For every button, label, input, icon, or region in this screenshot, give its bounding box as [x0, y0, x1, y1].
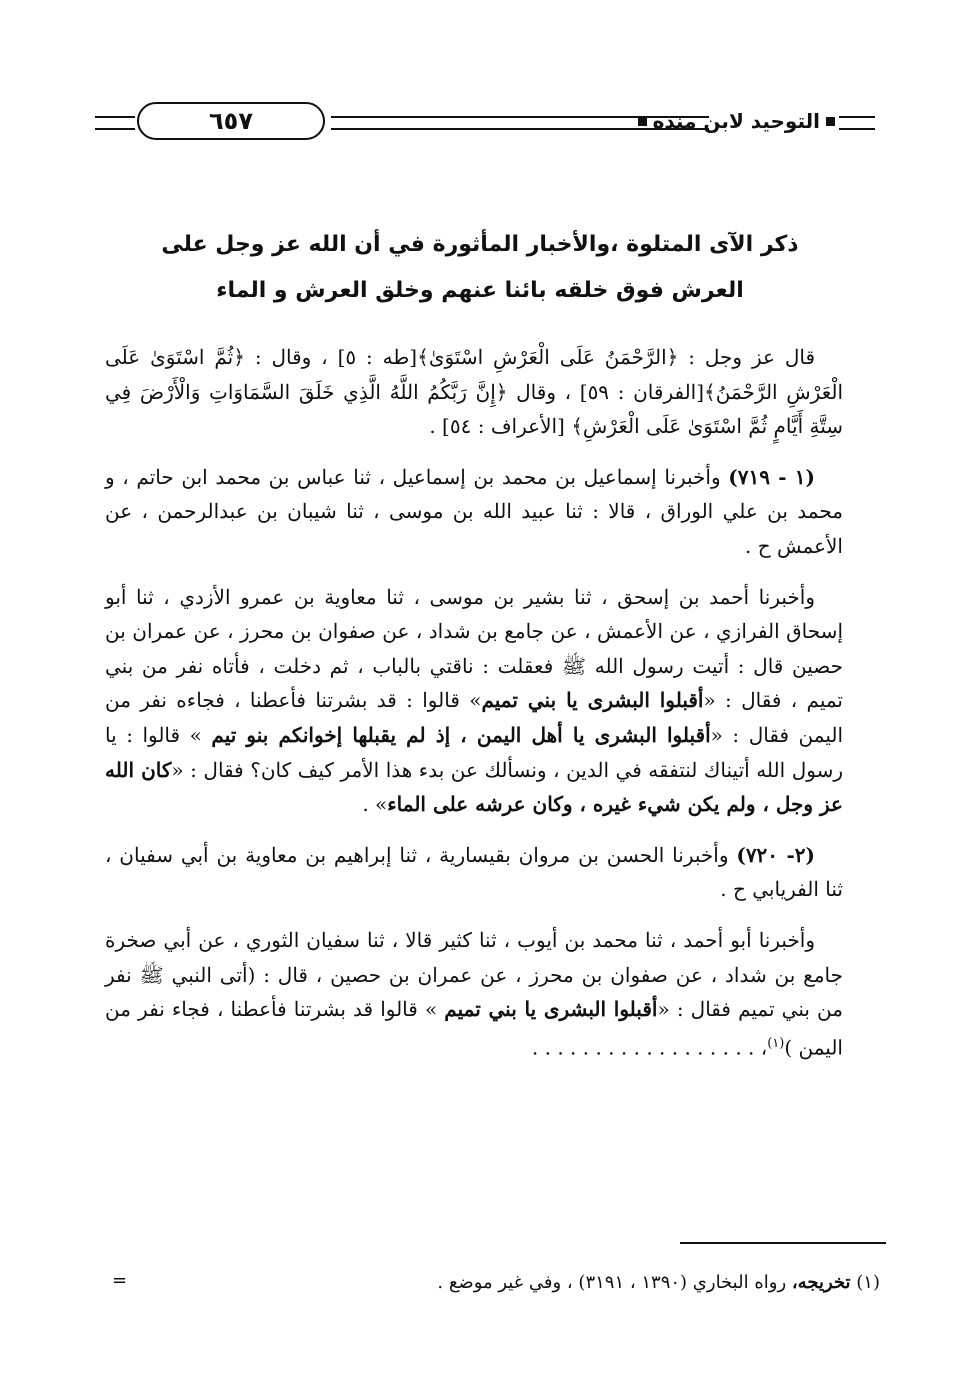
chapter-title: [150, 222, 810, 314]
footnote-text: رواه البخاري (١٣٩٠ ، ٣١٩١) ، وفي غير موضع .: [437, 1272, 787, 1293]
continuation-mark: =: [112, 1270, 128, 1291]
page-number: ٦٥٧: [137, 102, 325, 140]
hadith-number-720: (٢- ٧٢٠): [736, 842, 816, 867]
chain-text: » .: [362, 792, 388, 817]
hadith-719-text: وأخبرنا إسماعيل بن محمد بن إسماعيل ، ثنا عباس بن محمد ابن حاتم ، و محمد بن علي الوراق ، قالا : ثنا عبيد الله بن موسى ، ثنا شيبان بن عبدالرحمن ، عن الأعمش ح .: [105, 464, 843, 558]
hadith-quote-bold: أقبلوا البشرى يا بني تميم: [444, 997, 658, 1022]
footnote-label: تخريجه،: [791, 1272, 851, 1293]
footnote: [160, 1268, 880, 1298]
chain-text: » قالوا : قد بشرتنا فأعطنا ، فجاءه نفر من اليمن فقال : «: [105, 688, 844, 747]
paragraph-hadith-719: [105, 460, 843, 564]
page-header: [95, 100, 875, 144]
hadith-number-719: (١ - ٧١٩): [728, 464, 815, 489]
hadith-quote-bold: أقبلوا البشرى يا بني تميم: [481, 688, 704, 713]
hadith-quote-bold: كان الله عز وجل ، ولم يكن شيء غيره ، وكان عرشه على الماء: [105, 757, 843, 817]
hadith-720-text: وأخبرنا الحسن بن مروان بقيسارية ، ثنا إبراهيم بن معاوية بن أبي سفيان ، ثنا الفريابي ح .: [105, 842, 843, 902]
paragraph-hadith-719-chain: [105, 580, 843, 822]
header-rule-right: [839, 116, 875, 130]
chain-text: وأخبرنا أبو أحمد ، ثنا محمد بن أيوب ، ثنا كثير قالا ، ثنا سفيان الثوري ، عن أبي صخرة جامع بن شداد ، عن صفوان بن محرز ، عن عمران بن حصين ، قال : (أتى النبي ﷺ نفر من بني تميم فقال : «: [105, 927, 843, 1022]
chain-text: وأخبرنا أحمد بن إسحق ، ثنا بشير بن موسى ، ثنا معاوية بن عمرو الأزدي ، ثنا أبو إسحاق الفرازي ، عن الأعمش ، عن جامع بن شداد ، عن صفوان بن محرز ، عن عمران بن حصين قال : أتيت رسول الله ﷺ فعقلت : ناقتي بالباب ، ثم دخلت ، فأتاه نفر من بني تميم ، فقال : «: [105, 584, 844, 713]
footnote-marker: (١): [856, 1272, 880, 1293]
paragraph-intro-text: قال عز وجل : ﴿الرَّحْمَنُ عَلَى الْعَرْشِ اسْتَوَىٰ﴾[طه : ٥] ، وقال : ﴿ثُمَّ اسْتَوَىٰ عَلَى الْعَرْشِ الرَّحْمَنُ﴾[الفرقان : ٥٩] ، وقال ﴿إِنَّ رَبَّكُمُ اللَّهُ الَّذِي خَلَقَ السَّمَاوَاتِ وَالْأَرْضَ فِي سِتَّةِ أَيَّامٍ ثُمَّ اسْتَوَىٰ عَلَى الْعَرْشِ﴾ [الأعراف : ٥٤] .: [105, 345, 844, 439]
square-ornament-icon: [826, 117, 835, 126]
chain-text: » قالوا : يا رسول الله أتيناك لنتفقه في الدين ، ونسألك عن بدء هذا الأمر كيف كان؟ فقال : «: [105, 722, 843, 782]
footnote-divider: [680, 1242, 886, 1244]
chain-text: » قالوا قد بشرتنا فأعطنا ، فجاء نفر من اليمن ): [105, 997, 843, 1060]
square-ornament-icon: [638, 117, 647, 126]
chapter-title-line-2: العرش فوق خلقه بائنا عنهم وخلق العرش و الماء: [216, 278, 744, 303]
hadith-quote-bold: أقبلوا البشرى يا أهل اليمن ، إذ لم يقبلها إخوانكم بنو تيم: [211, 722, 711, 747]
header-rule-left: [95, 116, 135, 130]
paragraph-hadith-720-chain: [105, 923, 843, 1065]
continuation-dots: ، . . . . . . . . . . . . . . . . . .: [531, 1035, 768, 1060]
footnote-reference[interactable]: (١): [767, 1035, 785, 1051]
main-text: [105, 340, 843, 1081]
running-title: [638, 106, 835, 136]
running-title-text: التوحيد لابن منده: [652, 109, 820, 133]
paragraph-hadith-720: [105, 838, 843, 907]
chapter-title-line-1: ذكر الآى المتلوة ،والأخبار المأثورة في أن الله عز وجل على: [161, 232, 799, 257]
paragraph-intro: [105, 340, 843, 444]
